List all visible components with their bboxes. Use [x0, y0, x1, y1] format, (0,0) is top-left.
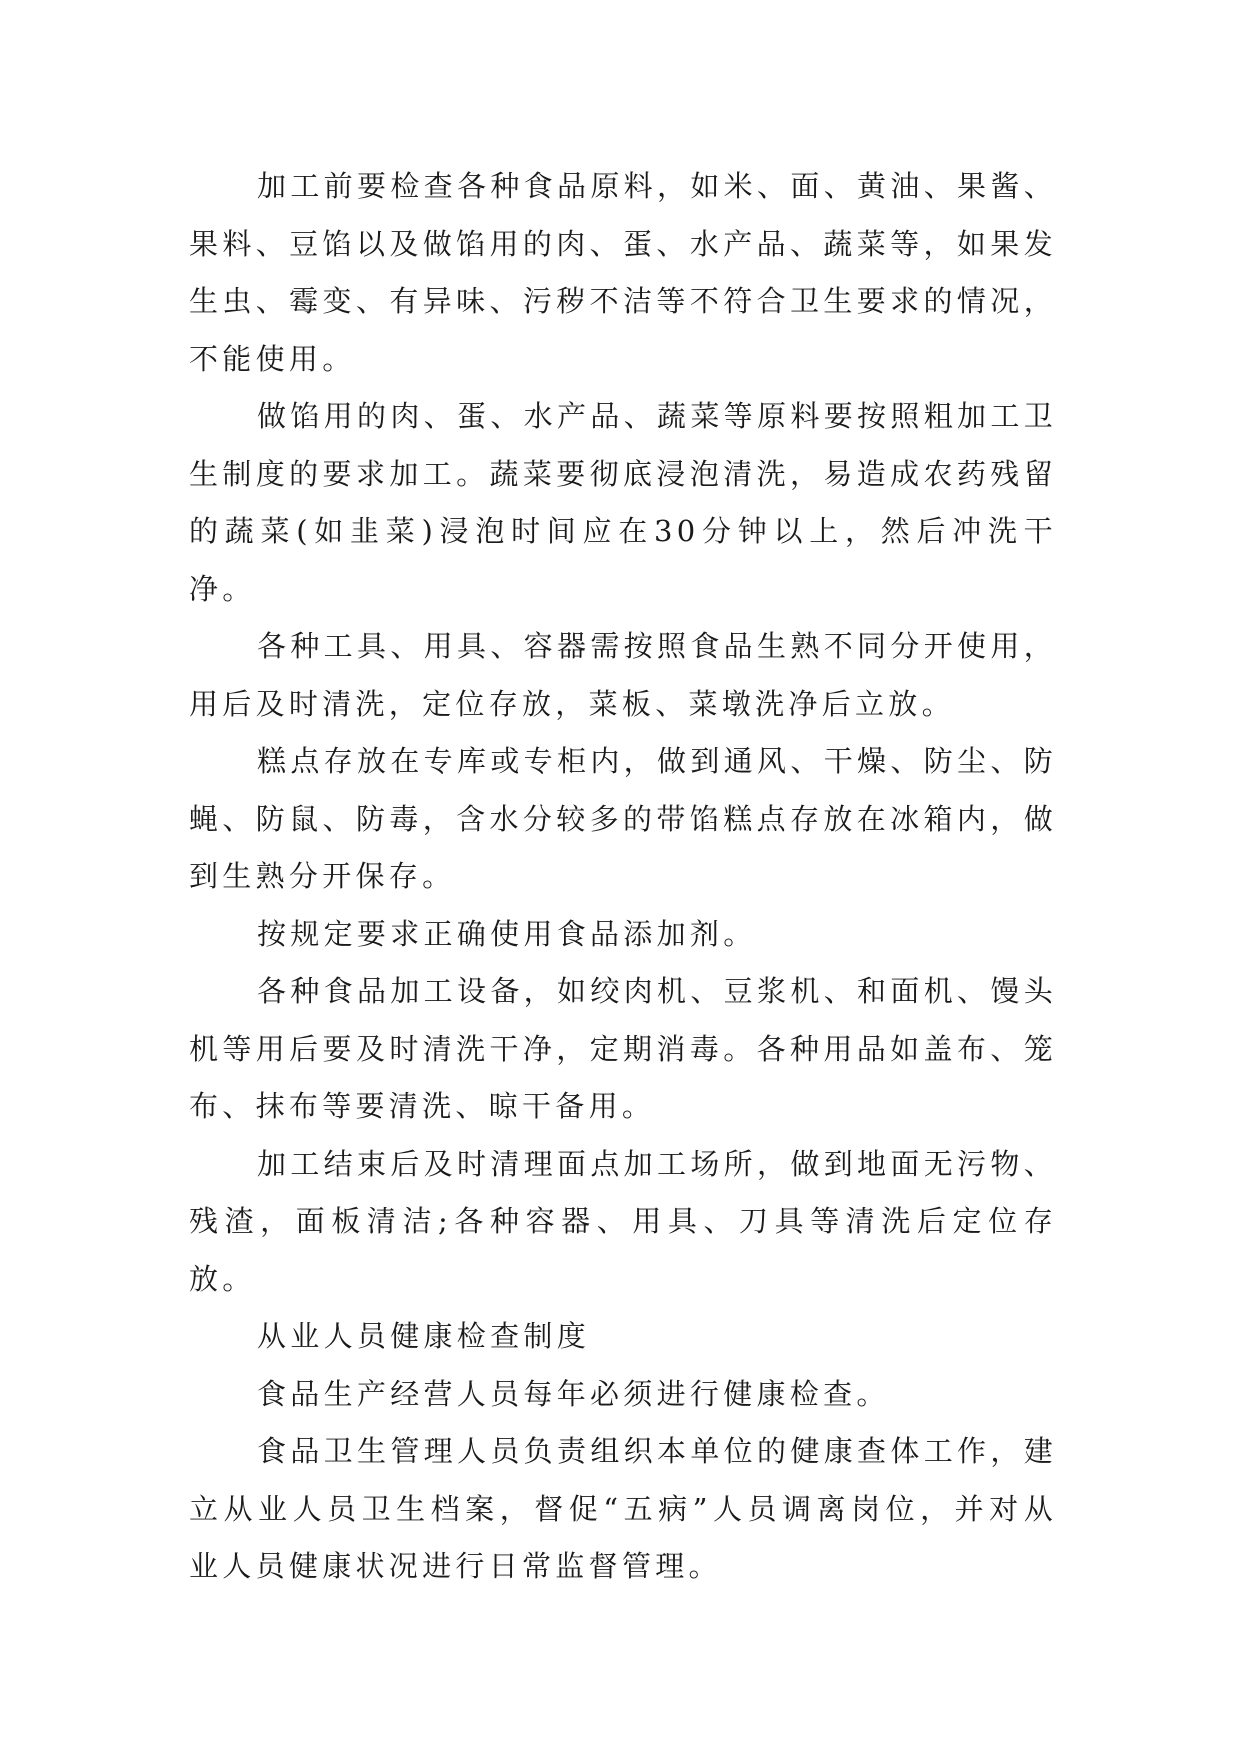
paragraph-workplace-cleanup: 加工结束后及时清理面点加工场所，做到地面无污物、残渣，面板清洁;各种容器、用具、刀具等清洗后定位存放。 [189, 1146, 1057, 1296]
paragraph-tools-separation: 各种工具、用具、容器需按照食品生熟不同分开使用，用后及时清洗，定位存放，菜板、菜墩洗净后立放。 [189, 629, 1057, 721]
paragraph-filling-processing: 做馅用的肉、蛋、水产品、蔬菜等原料要按照粗加工卫生制度的要求加工。蔬菜要彻底浸泡清洗，易造成农药残留的蔬菜(如韭菜)浸泡时间应在30分钟以上，然后冲洗干净。 [189, 399, 1057, 606]
paragraph-health-management: 食品卫生管理人员负责组织本单位的健康查体工作，建立从业人员卫生档案，督促“五病”人员调离岗位，并对从业人员健康状况进行日常监督管理。 [189, 1434, 1057, 1583]
paragraph-equipment-cleaning: 各种食品加工设备，如绞肉机、豆浆机、和面机、馒头机等用后要及时清洗干净，定期消毒。各种用品如盖布、笼布、抹布等要清洗、晾干备用。 [189, 974, 1057, 1123]
paragraph-annual-health-check: 食品生产经营人员每年必须进行健康检查。 [257, 1376, 890, 1411]
paragraph-food-additives: 按规定要求正确使用食品添加剂。 [257, 916, 757, 951]
section-heading-health-check: 从业人员健康检查制度 [257, 1319, 591, 1353]
paragraph-raw-material-inspection: 加工前要检查各种食品原料，如米、面、黄油、果酱、果料、豆馅以及做馅用的肉、蛋、水产品、蔬菜等，如果发生虫、霉变、有异味、污秽不洁等不符合卫生要求的情况，不能使用。 [189, 169, 1057, 376]
document-body [189, 158, 1057, 1596]
paragraph-pastry-storage: 糕点存放在专库或专柜内，做到通风、干燥、防尘、防蝇、防鼠、防毒，含水分较多的带馅糕点存放在冰箱内，做到生熟分开保存。 [189, 744, 1057, 893]
